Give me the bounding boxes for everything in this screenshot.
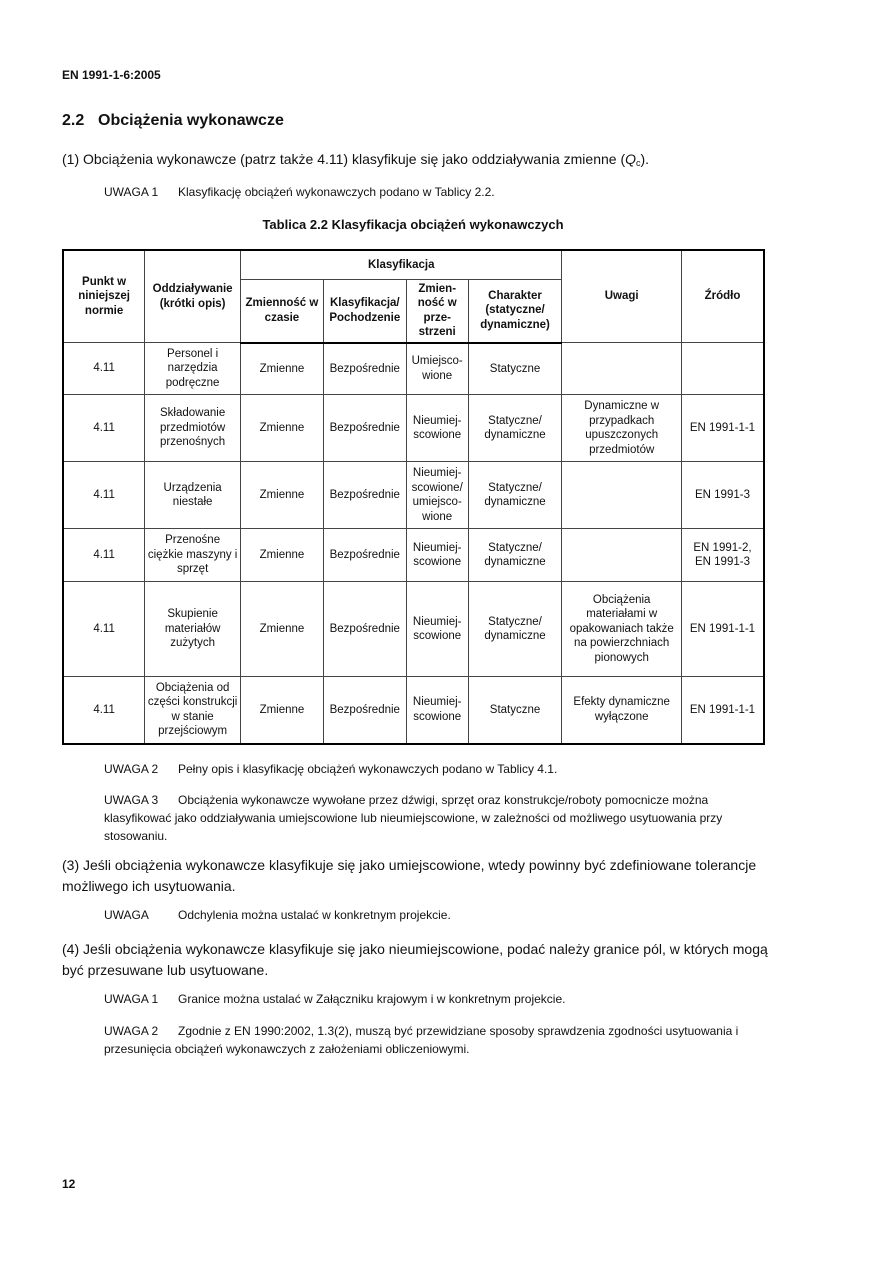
cell-origin: Bezpośrednie [323,462,406,529]
cell-spatial: Nieumiej- scowione [406,582,468,677]
cell-point: 4.11 [63,395,145,462]
note-text: Obciążenia wykonawcze wywołane przez dźwigi, sprzęt oraz konstrukcje/roboty pomocnicze można klasyfikować jako oddziaływania umiejscowione lub nieumiejscowione, w zależności od możliwego usytuowania przy stosowaniu. [104,793,723,843]
symbol-q: Q [625,151,636,167]
classification-table [62,249,765,745]
cell-action: Personel i narzędzia podręczne [145,343,241,395]
cell-variability: Zmienne [241,677,324,744]
header-action: Oddziaływanie (krótki opis) [145,250,241,343]
paragraph-3: (3) Jeśli obciążenia wykonawcze klasyfikuje się jako umiejscowione, wtedy powinny być zdefiniowane tolerancje możliwego ich usytuowania. [62,857,757,894]
cell-nature: Statyczne/ dynamiczne [468,582,562,677]
note-text: Klasyfikację obciążeń wykonawczych podano w Tablicy 2.2. [178,185,495,199]
paragraph-1-text: (1) Obciążenia wykonawcze (patrz także 4.11) klasyfikuje się jako oddziaływania zmienne ( [62,151,626,167]
header-remarks: Uwagi [562,250,682,343]
note-label: UWAGA 1 [104,992,159,1006]
symbol-subscript: c [636,158,641,168]
cell-point: 4.11 [63,343,145,395]
note-6 [104,1022,766,1058]
cell-remarks: Efekty dynamiczne wyłączone [562,677,682,744]
section-title: Obciążenia wykonawcze [98,112,284,129]
cell-nature: Statyczne/ dynamiczne [468,529,562,582]
cell-spatial: Nieumiej- scowione [406,677,468,744]
note-4 [104,906,766,924]
document-id: EN 1991-1-6:2005 [62,68,161,82]
cell-spatial: Nieumiej- scowione/ umiejsco- wione [406,462,468,529]
cell-point: 4.11 [63,529,145,582]
cell-source [681,343,764,395]
table-row [63,395,764,462]
note-text: Zgodnie z EN 1990:2002, 1.3(2), muszą być przewidziane sposoby sprawdzenia zgodności usytuowania i przesunięcia obciążeń wykonawczych z założeniami obliczeniowymi. [104,1024,739,1056]
section-number: 2.2 [62,112,85,129]
note-text: Pełny opis i klasyfikację obciążeń wykonawczych podano w Tablicy 4.1. [178,762,558,776]
cell-remarks: Dynamiczne w przypadkach upuszczonych przedmiotów [562,395,682,462]
note-text: Granice można ustalać w Załączniku krajowym i w konkretnym projekcie. [178,992,566,1006]
cell-variability: Zmienne [241,582,324,677]
cell-remarks: Obciążenia materiałami w opakowaniach także na powierzchniach pionowych [562,582,682,677]
header-classification: Klasyfikacja [241,250,562,279]
cell-nature: Statyczne/ dynamiczne [468,395,562,462]
paragraph-1-tail: ). [640,151,650,167]
header-spatial: Zmien- ność w prze- strzeni [406,279,468,343]
cell-origin: Bezpośrednie [323,395,406,462]
cell-action: Urządzenia niestałe [145,462,241,529]
header-origin: Klasyfikacja/ Pochodzenie [323,279,406,343]
table-row [63,529,764,582]
paragraph-4: (4) Jeśli obciążenia wykonawcze klasyfikuje się jako nieumiejscowione, podać należy granice pól, w których mogą być przesuwane lub usytuowane. [62,941,768,978]
cell-action: Skupienie materiałów zużytych [145,582,241,677]
note-text: Odchylenia można ustalać w konkretnym projekcie. [178,908,451,922]
cell-point: 4.11 [63,677,145,744]
cell-origin: Bezpośrednie [323,343,406,395]
note-5 [104,990,766,1008]
note-3 [104,791,766,845]
note-label: UWAGA 2 [104,1024,159,1038]
cell-nature: Statyczne/ dynamiczne [468,462,562,529]
cell-source: EN 1991-1-1 [681,395,764,462]
note-2 [104,760,766,778]
note-label: UWAGA 2 [104,762,159,776]
cell-source: EN 1991-2, EN 1991-3 [681,529,764,582]
cell-source: EN 1991-1-1 [681,677,764,744]
page-number: 12 [62,1177,76,1191]
cell-action: Obciążenia od części konstrukcji w stanie przejściowym [145,677,241,744]
section-heading [62,112,284,130]
note-label: UWAGA 3 [104,793,159,807]
cell-origin: Bezpośrednie [323,582,406,677]
cell-source: EN 1991-1-1 [681,582,764,677]
header-point: Punkt w niniejszej normie [63,250,145,343]
table-row [63,462,764,529]
cell-nature: Statyczne [468,343,562,395]
cell-action: Składowanie przedmiotów przenośnych [145,395,241,462]
table-caption: Tablica 2.2 Klasyfikacja obciążeń wykonawczych [262,217,564,232]
cell-source: EN 1991-3 [681,462,764,529]
cell-variability: Zmienne [241,343,324,395]
paragraph-1 [62,149,768,174]
cell-spatial: Nieumiej- scowione [406,395,468,462]
cell-spatial: Umiejsco- wione [406,343,468,395]
cell-origin: Bezpośrednie [323,677,406,744]
cell-action: Przenośne ciężkie maszyny i sprzęt [145,529,241,582]
header-source: Źródło [681,250,764,343]
cell-point: 4.11 [63,462,145,529]
cell-remarks [562,462,682,529]
cell-variability: Zmienne [241,529,324,582]
note-1 [104,183,766,201]
cell-nature: Statyczne [468,677,562,744]
cell-remarks [562,529,682,582]
table-row [63,677,764,744]
cell-variability: Zmienne [241,395,324,462]
cell-spatial: Nieumiej- scowione [406,529,468,582]
cell-origin: Bezpośrednie [323,529,406,582]
header-nature: Charakter (statyczne/ dynamiczne) [468,279,562,343]
table-row [63,582,764,677]
cell-variability: Zmienne [241,462,324,529]
cell-remarks [562,343,682,395]
table-row [63,343,764,395]
header-variability: Zmienność w czasie [241,279,324,343]
note-label: UWAGA 1 [104,185,159,199]
cell-point: 4.11 [63,582,145,677]
note-label: UWAGA [104,908,149,922]
